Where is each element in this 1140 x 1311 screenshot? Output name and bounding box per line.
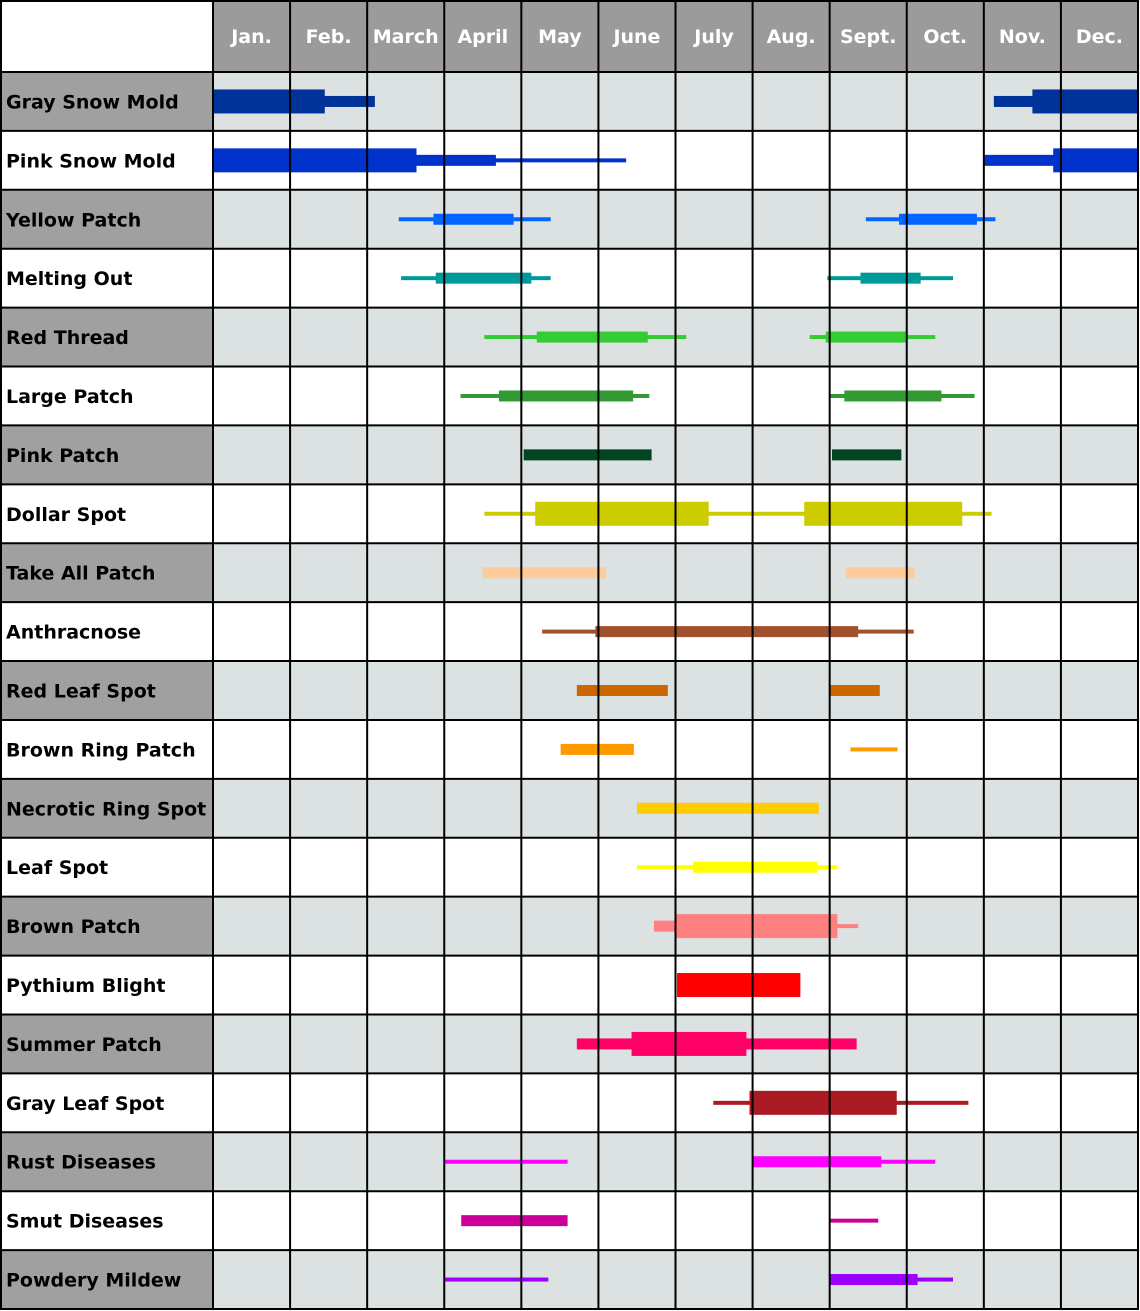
disease-bar-high [677,973,800,997]
month-label: Feb. [305,26,352,48]
disease-label: Summer Patch [6,1033,162,1056]
disease-bar-trace [444,1278,548,1282]
disease-label: Yellow Patch [6,209,142,232]
disease-bar-high [632,1032,747,1056]
month-label: Aug. [766,26,816,48]
disease-bar-high [676,914,838,938]
disease-bar-low [899,214,977,225]
month-label: July [694,26,734,48]
disease-label: Pink Patch [6,444,120,467]
month-label: May [538,26,582,48]
disease-label: Powdery Mildew [6,1269,182,1292]
disease-bar-trace [444,1160,567,1164]
disease-bar-low [433,214,513,225]
disease-bar-high [750,1091,897,1115]
disease-bar-low [846,567,915,578]
disease-label: Red Leaf Spot [6,680,156,703]
month-label: Sept. [839,26,897,48]
disease-bar-low [844,390,941,401]
disease-label: Brown Ring Patch [6,739,196,762]
disease-label: Gray Snow Mold [6,91,179,114]
disease-label: Red Thread [6,327,129,350]
disease-bar-high [213,89,325,113]
disease-bar-low [693,862,817,873]
disease-bar-high [535,502,708,526]
disease-bar-low [753,1156,882,1167]
disease-label: Necrotic Ring Spot [6,798,207,821]
disease-bar-high [213,148,417,172]
disease-bar-low [826,332,907,343]
disease-bar-low [832,449,901,460]
disease-label: Melting Out [6,268,133,291]
disease-label: Pythium Blight [6,975,166,998]
disease-bar-low [830,1274,918,1285]
disease-bar-low [577,685,668,696]
disease-label: Take All Patch [6,562,156,585]
month-label: Oct. [923,26,968,48]
disease-label: Rust Diseases [6,1151,156,1174]
disease-bar-trace [830,1219,878,1223]
month-label: Jan. [231,26,272,48]
disease-bar-low [637,803,819,814]
disease-label: Pink Snow Mold [6,150,176,173]
disease-bar-low [537,332,648,343]
month-label: March [372,26,439,48]
month-label: Dec. [1075,26,1124,48]
disease-label: Dollar Spot [6,503,127,526]
disease-bar-low [595,626,858,637]
disease-label: Brown Patch [6,916,141,939]
disease-bar-low [524,449,652,460]
disease-bar-low [861,273,921,284]
disease-bar-low [561,744,634,755]
disease-bar-trace [850,747,897,751]
disease-bar-low [830,685,879,696]
month-label: June [613,26,661,48]
month-label: Nov. [998,26,1046,48]
disease-label: Smut Diseases [6,1210,164,1233]
disease-bar-high [1032,89,1138,113]
month-label: April [457,26,509,48]
disease-label: Gray Leaf Spot [6,1092,165,1115]
disease-label: Large Patch [6,385,134,408]
disease-label: Anthracnose [6,621,142,644]
disease-bar-low [436,273,532,284]
disease-label: Leaf Spot [6,857,109,880]
disease-bar-high [804,502,962,526]
disease-bar-high [1053,148,1138,172]
disease-bar-low [483,567,606,578]
disease-bar-low [499,390,633,401]
disease-bar-low [461,1215,567,1226]
